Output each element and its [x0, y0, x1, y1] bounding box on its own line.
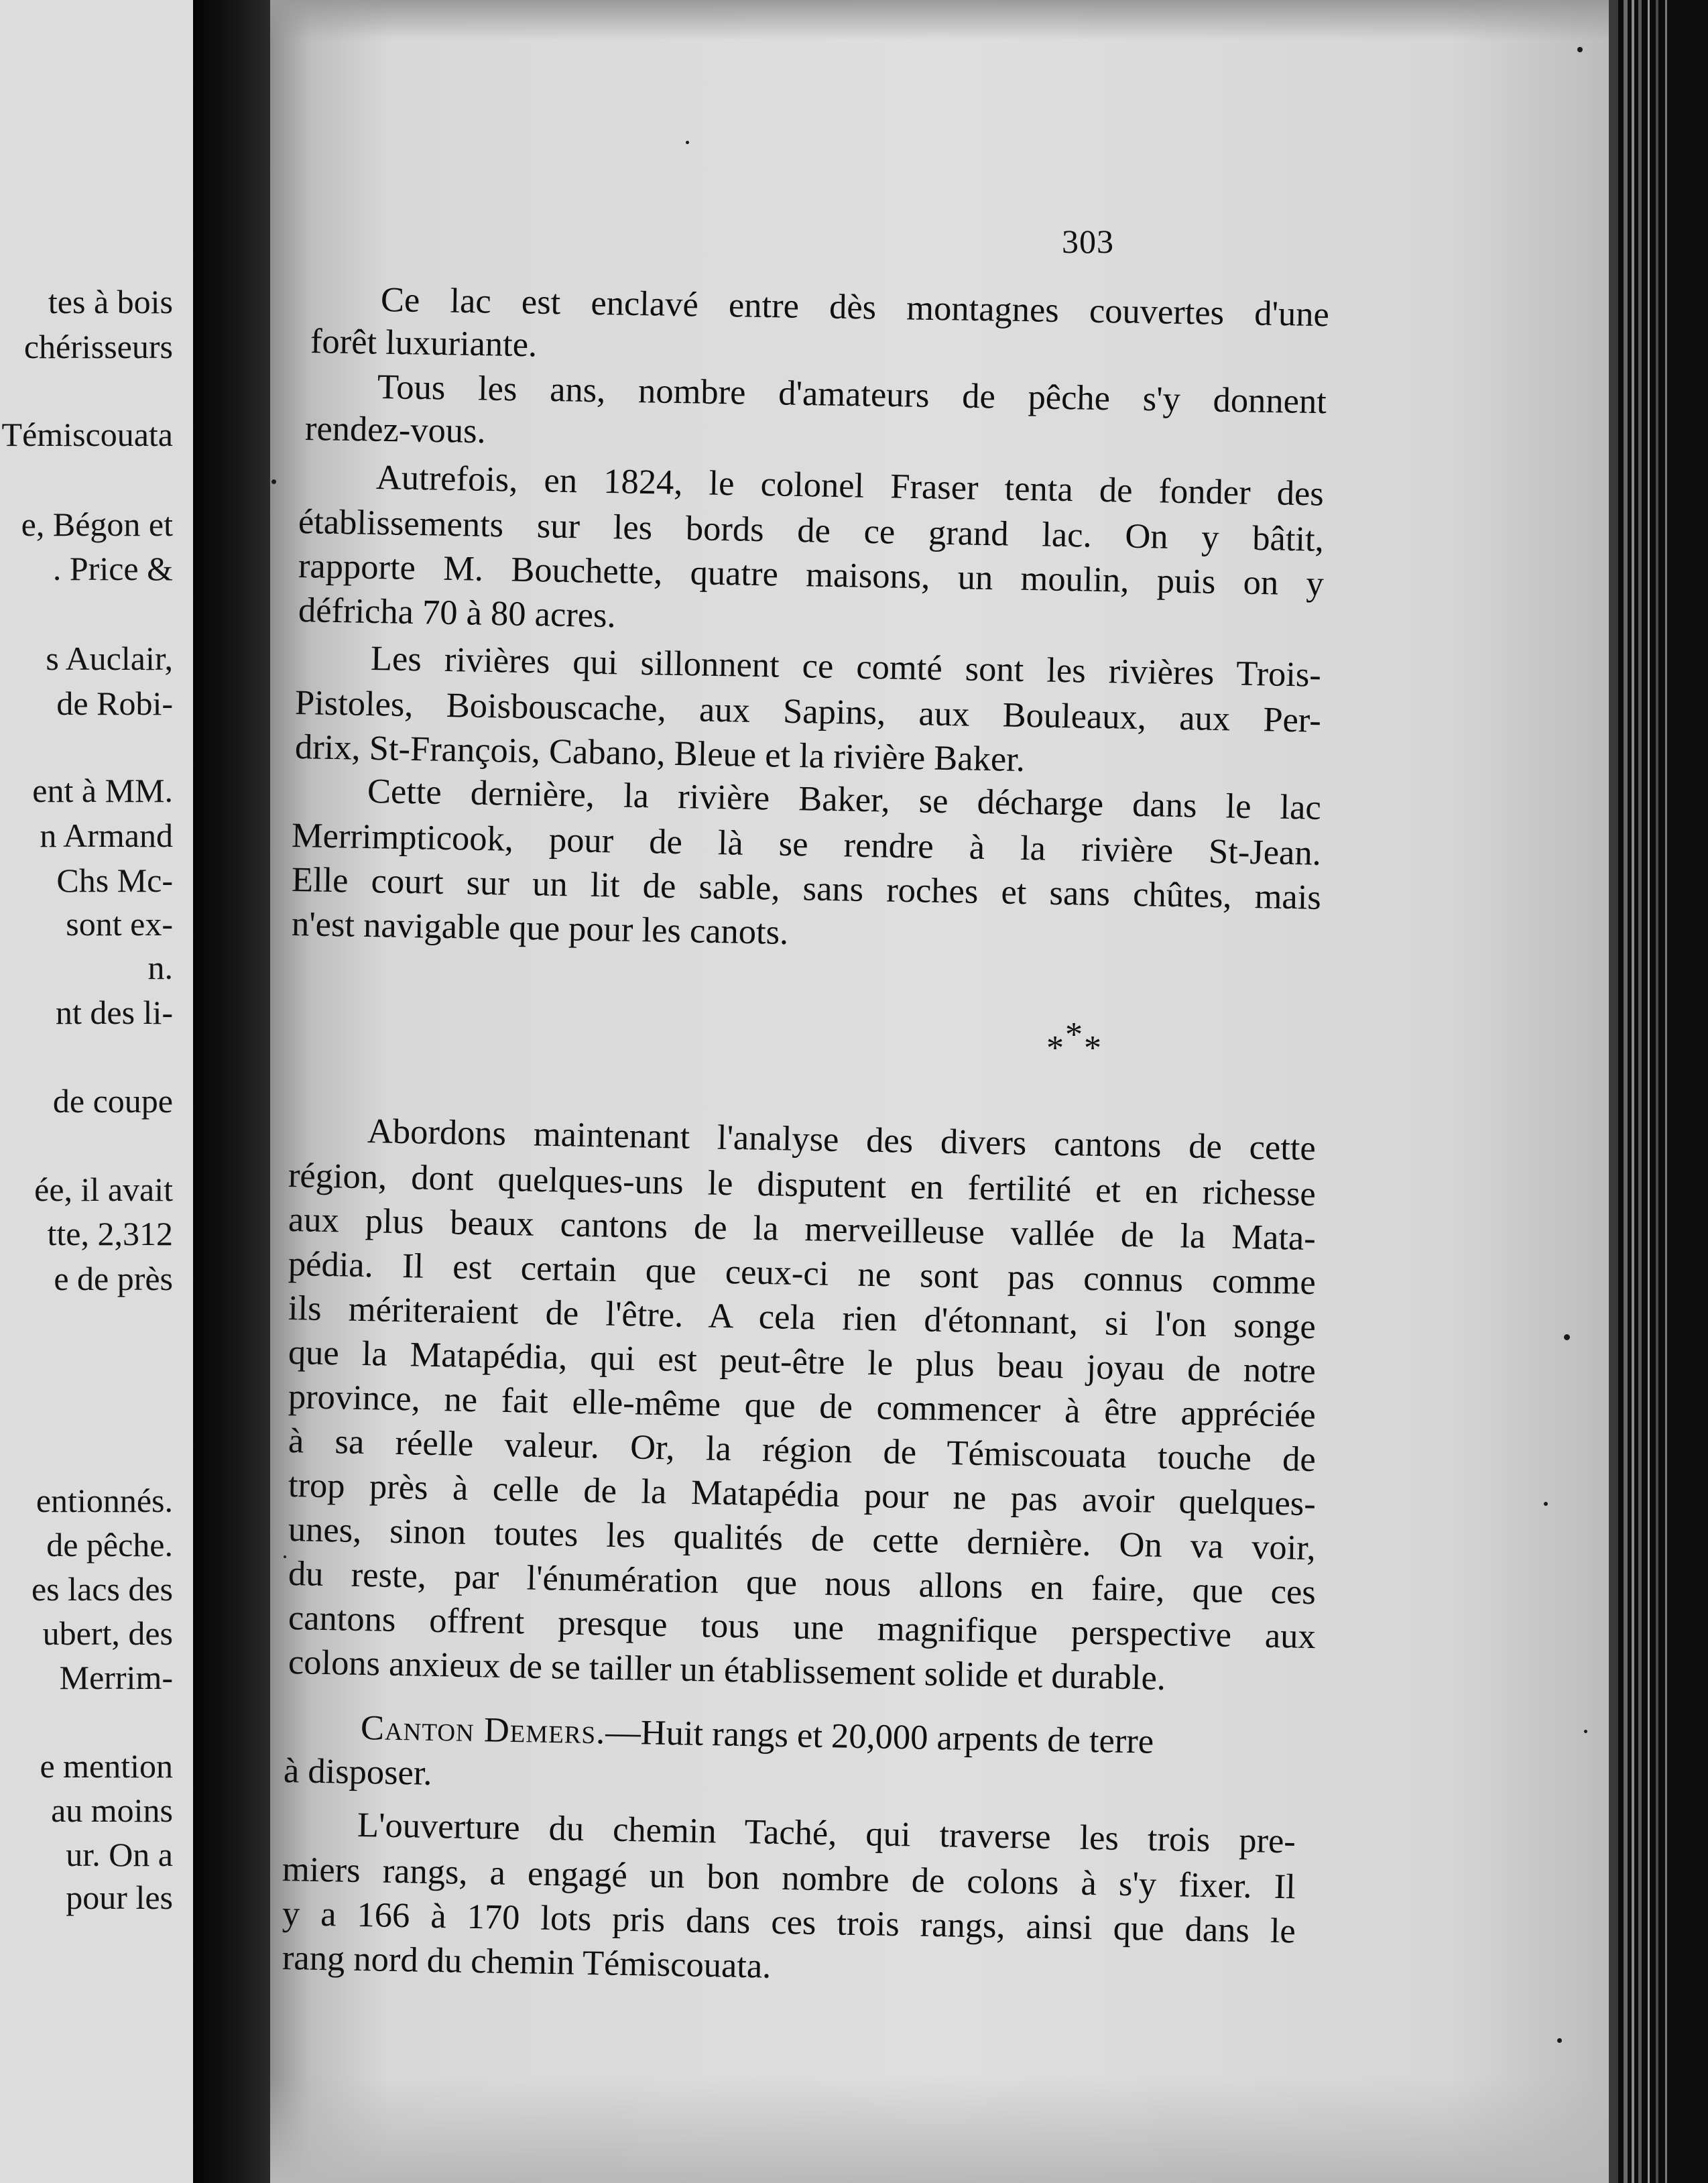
- page-top-shadow: [270, 0, 1609, 40]
- text-line: [360, 1706, 1154, 1763]
- scan-speck: [1544, 1502, 1548, 1506]
- facing-page-line: nt des li-: [56, 994, 173, 1031]
- text-line: miers rangs, a engagé un bon nombre de colons à s'y fixer. Il: [282, 1850, 1296, 1907]
- text-line: défricha 70 à 80 acres.: [298, 591, 617, 636]
- asterism-star: *: [1084, 1029, 1101, 1067]
- facing-page-line: tte, 2,312: [47, 1215, 173, 1252]
- text-line: rapporte M. Bouchette, quatre maisons, un moulin, puis on y: [298, 546, 1325, 603]
- text-line: pédia. Il est certain que ceux-ci ne sont pas connus comme: [288, 1244, 1317, 1303]
- facing-page-line: entionnés.: [36, 1482, 173, 1519]
- text-line: à sa réelle valeur. Or, la région de Témiscouata touche de: [288, 1421, 1317, 1480]
- text-line: colons anxieux de se tailler un établissement solide et durable.: [288, 1643, 1166, 1698]
- scan-speck: [1564, 1334, 1570, 1340]
- text-line: rendez-vous.: [304, 409, 487, 451]
- page-number: 303: [1062, 223, 1114, 260]
- text-line: y a 166 à 170 lots pris dans ces trois rangs, ainsi que dans le: [282, 1894, 1296, 1951]
- text-line: établissements sur les bords de ce grand lac. On y bâtit,: [298, 502, 1325, 559]
- facing-page-fragment: [0, 0, 193, 2183]
- facing-page-line: de pêche.: [46, 1526, 173, 1564]
- facing-page-line: ur. On a: [66, 1836, 173, 1873]
- text-line: aux plus beaux cantons de la merveilleuse vallée de la Mata-: [288, 1200, 1317, 1258]
- scan-speck: [1577, 47, 1583, 52]
- text-line: Elle court sur un lit de sable, sans roches et sans chûtes, mais: [291, 860, 1322, 917]
- facing-page-line: pour les: [66, 1879, 173, 1916]
- page-edges: [1609, 0, 1708, 2183]
- text-line: Abordons maintenant l'analyse des divers cantons de cette: [367, 1112, 1317, 1168]
- facing-page-line: e de près: [54, 1260, 173, 1297]
- facing-page-line: sont ex-: [66, 905, 173, 943]
- scan-speck: [271, 479, 276, 484]
- facing-page-line: Merrim-: [59, 1659, 173, 1696]
- text-line: drix, St-François, Cabano, Bleue et la rivière Baker.: [294, 727, 1026, 780]
- facing-page-line: n Armand: [40, 817, 173, 854]
- facing-page-line: es lacs des: [31, 1570, 173, 1608]
- facing-page-line: ent à MM.: [32, 772, 173, 809]
- text-line: Cette dernière, la rivière Baker, se décharge dans le lac: [367, 772, 1322, 827]
- text-line: L'ouverture du chemin Taché, qui traverse les trois pre-: [357, 1806, 1296, 1861]
- book-gutter: [193, 0, 270, 2183]
- text-line: du reste, par l'énumération que nous allons en faire, que ces: [288, 1554, 1317, 1612]
- text-line: Pistoles, Boisbouscache, aux Sapins, aux Bouleaux, aux Per-: [294, 683, 1322, 740]
- text-line: cantons offrent presque tous une magnifique perspective aux: [288, 1598, 1317, 1657]
- facing-page-line: ée, il avait: [34, 1171, 173, 1208]
- facing-page-line: au moins: [51, 1791, 173, 1829]
- facing-page-text: [0, 0, 193, 2183]
- text-line: rang nord du chemin Témiscouata.: [282, 1938, 772, 1986]
- text-line: forêt luxuriante.: [310, 322, 538, 365]
- facing-page-line: Chs Mc-: [56, 862, 173, 899]
- text-line: trop près à celle de la Matapédia pour ne pas avoir quelques-: [288, 1466, 1317, 1524]
- facing-page-line: de Robi-: [56, 685, 173, 722]
- scan-speck: [686, 141, 689, 144]
- page-bottom-shadow: [270, 2076, 1609, 2183]
- text-line: province, ne fait elle-même que de commencer à être appréciée: [288, 1377, 1317, 1435]
- text-line: Les rivières qui sillonnent ce comté sont les rivières Trois-: [370, 639, 1322, 695]
- text-line: Autrefois, en 1824, le colonel Fraser tenta de fonder des: [375, 458, 1325, 514]
- scan-speck: [284, 1555, 286, 1558]
- text-line: Merrimpticook, pour de là se rendre à la rivière St-Jean.: [291, 816, 1322, 873]
- scan-speck: [1584, 1730, 1587, 1733]
- text-line: Ce lac est enclavé entre dès montagnes couvertes d'une: [380, 280, 1330, 335]
- text-line: région, dont quelques-uns le disputent en fertilité et en richesse: [288, 1156, 1317, 1214]
- text-line: que la Matapédia, qui est peut-être le plus beau joyau de notre: [288, 1333, 1317, 1391]
- text-line-content: —Huit rangs et 20,000 arpents de terre: [605, 1712, 1154, 1761]
- facing-page-line: e, Bégon et: [21, 506, 173, 543]
- facing-page-line: Témiscouata: [1, 416, 173, 453]
- text-line: ils mériteraient de l'être. A cela rien d'étonnant, si l'on songe: [288, 1289, 1317, 1347]
- facing-page-line: . Price &: [52, 550, 173, 587]
- section-asterism: [1046, 1016, 1107, 1067]
- text-line: Tous les ans, nombre d'amateurs de pêche s'y donnent: [377, 367, 1327, 422]
- facing-page-line: de coupe: [52, 1082, 173, 1120]
- section-heading: Canton Demers.: [360, 1708, 606, 1752]
- scan-speck: [1557, 2038, 1562, 2043]
- facing-page-line: s Auclair,: [46, 640, 173, 677]
- text-line: à disposer.: [283, 1751, 433, 1793]
- asterism-star: *: [1046, 1029, 1064, 1067]
- facing-page-line: chérisseurs: [23, 328, 173, 365]
- book-page: [270, 0, 1609, 2183]
- facing-page-line: tes à bois: [48, 283, 173, 320]
- asterism-star: *: [1065, 1016, 1083, 1054]
- facing-page-line: e mention: [40, 1747, 173, 1785]
- facing-page-line: ubert, des: [42, 1614, 173, 1652]
- facing-page-line: n.: [147, 949, 173, 986]
- text-line: n'est navigable que pour les canots.: [291, 904, 789, 952]
- text-line: unes, sinon toutes les qualités de cette dernière. On va voir,: [288, 1510, 1317, 1568]
